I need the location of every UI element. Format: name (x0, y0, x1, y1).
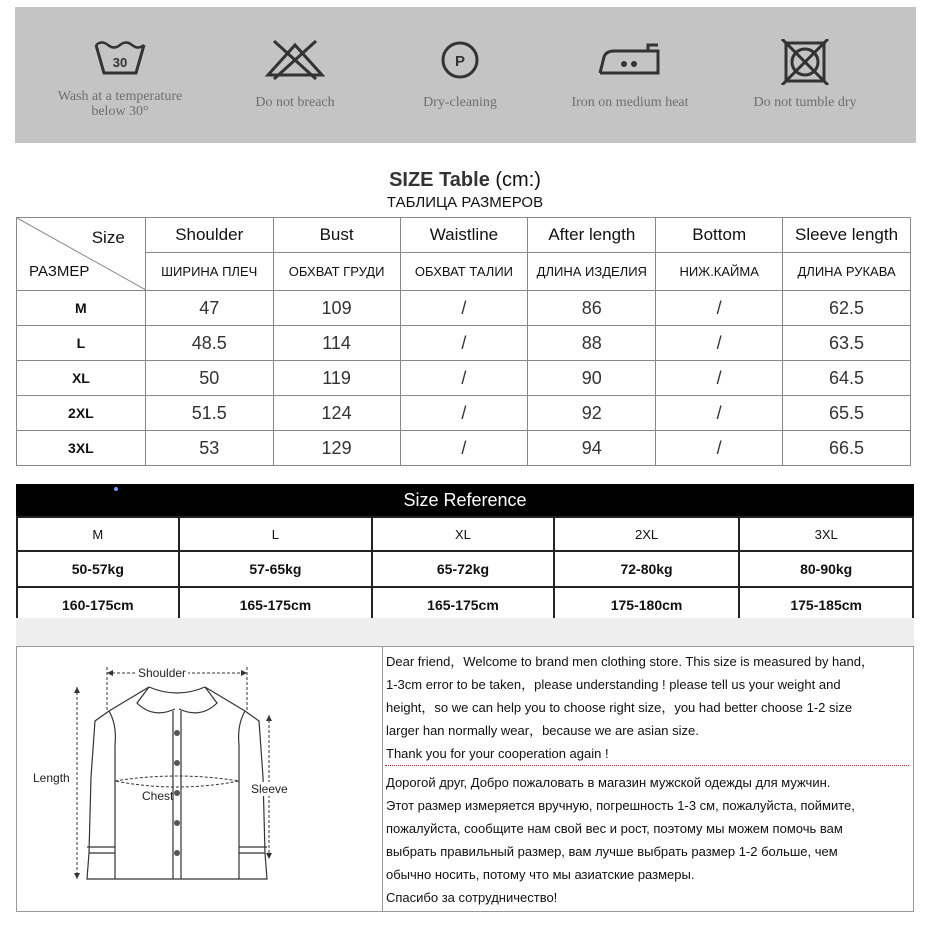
size-table-subtitle: ТАБЛИЦА РАЗМЕРОВ (386, 194, 544, 211)
ref-size: 2XL (554, 517, 740, 551)
row-size-label: L (17, 326, 146, 361)
dry-clean-icon (439, 39, 481, 81)
notice-ru-line: пожалуйста, сообщите нам свой вес и рост, поэтому мы можем помочь вам (386, 821, 843, 836)
chest-label: Chest (142, 789, 174, 803)
notice-divider (385, 765, 909, 766)
notice-ru-line: выбрать правильный размер, вам лучше выбрать размер 1-2 больше, чем (386, 844, 838, 859)
no-tumble-dry-icon (780, 39, 830, 85)
table-cell: 86 (528, 291, 656, 326)
table-cell: 129 (273, 431, 400, 466)
table-cell: 90 (528, 361, 656, 396)
size-reference-table (16, 516, 914, 624)
row-size-label: M (17, 291, 146, 326)
ref-height: 175-185cm (739, 587, 913, 623)
care-label-bleach: Do not breach (255, 95, 335, 110)
ref-weight: 72-80kg (554, 551, 740, 587)
length-label: Length (33, 771, 70, 785)
ref-height: 160-175cm (17, 587, 179, 623)
table-row (17, 326, 911, 361)
table-cell: 51.5 (145, 396, 273, 431)
ref-height: 165-175cm (179, 587, 373, 623)
info-panel (16, 646, 914, 912)
notice-text (383, 647, 913, 911)
table-row (17, 396, 911, 431)
table-cell: 88 (528, 326, 656, 361)
notice-en-line: Dear friend，Welcome to brand men clothing store. This size is measured by hand， (386, 654, 874, 669)
table-cell: / (656, 326, 783, 361)
table-cell: 47 (145, 291, 273, 326)
notice-ru-line: обычно носить, потому что мы азиатские размеры. (386, 867, 695, 882)
corner-label-razmer: РАЗМЕР (29, 263, 90, 280)
reference-footer-band (16, 618, 914, 646)
care-item-dry-clean (395, 7, 525, 143)
shirt-outline-icon (17, 647, 382, 911)
dry-clean-badge: P (454, 53, 466, 70)
row-size-label: XL (17, 361, 146, 396)
col-header-ru: ДЛИНА ИЗДЕЛИЯ (528, 253, 656, 291)
notice-ru-line: Дорогой друг, Добро пожаловать в магазин мужской одежды для мужчин. (386, 775, 831, 790)
table-row (17, 361, 911, 396)
col-header: Bust (273, 218, 400, 253)
decorative-dot (114, 487, 118, 491)
notice-en-line: 1-3cm error to be taken，please understanding ! please tell us your weight and (386, 677, 841, 692)
col-header: Waistline (400, 218, 528, 253)
table-cell: 64.5 (783, 361, 911, 396)
care-label-iron: Iron on medium heat (571, 95, 689, 110)
ref-height: 165-175cm (372, 587, 554, 623)
table-cell: / (400, 431, 528, 466)
col-header: Sleeve length (783, 218, 911, 253)
col-header: Shoulder (145, 218, 273, 253)
col-header-ru: ДЛИНА РУКАВА (783, 253, 911, 291)
table-cell: 63.5 (783, 326, 911, 361)
care-label-tumble: Do not tumble dry (753, 95, 857, 110)
col-header-ru: ШИРИНА ПЛЕЧ (145, 253, 273, 291)
col-header: After length (528, 218, 656, 253)
notice-en-line: Thank you for your cooperation again ! (386, 746, 609, 761)
care-item-wash (40, 7, 200, 143)
table-cell: / (400, 326, 528, 361)
measurement-diagram (17, 647, 383, 911)
table-cell: 94 (528, 431, 656, 466)
size-table (16, 217, 911, 466)
table-cell: / (656, 291, 783, 326)
size-table-unit: (cm:) (495, 169, 541, 191)
no-bleach-icon (260, 39, 330, 81)
size-table-title (0, 169, 930, 192)
table-cell: 114 (273, 326, 400, 361)
ref-size: XL (372, 517, 554, 551)
table-cell: 119 (273, 361, 400, 396)
size-reference-header: Size Reference (16, 484, 914, 516)
table-cell: 92 (528, 396, 656, 431)
ref-height: 175-180cm (554, 587, 740, 623)
table-cell: / (400, 396, 528, 431)
table-cell: / (400, 361, 528, 396)
table-cell: 62.5 (783, 291, 911, 326)
ref-weight: 80-90kg (739, 551, 913, 587)
table-row (17, 431, 911, 466)
col-header-ru: ОБХВАТ ТАЛИИ (400, 253, 528, 291)
table-cell: 66.5 (783, 431, 911, 466)
care-item-tumble (725, 7, 885, 143)
shoulder-label: Shoulder (138, 666, 187, 680)
table-cell: / (656, 396, 783, 431)
row-size-label: 2XL (17, 396, 146, 431)
table-cell: 109 (273, 291, 400, 326)
corner-label-size: Size (91, 228, 125, 247)
table-cell: / (656, 431, 783, 466)
ref-size: M (17, 517, 179, 551)
notice-en-line: larger han normally wear，because we are asian size. (386, 723, 699, 738)
ref-weight: 65-72kg (372, 551, 554, 587)
ref-size: L (179, 517, 373, 551)
table-cell: 65.5 (783, 396, 911, 431)
col-header-ru: ОБХВАТ ГРУДИ (273, 253, 400, 291)
ref-size: 3XL (739, 517, 913, 551)
size-table-title-text: SIZE Table (389, 169, 490, 191)
col-header: Bottom (656, 218, 783, 253)
care-instructions-panel (15, 7, 916, 143)
notice-ru-line: Этот размер измеряется вручную, погрешность 1-3 см, пожалуйста, поймите, (386, 798, 855, 813)
wash-30-icon (92, 39, 148, 79)
care-label-dry-clean: Dry-cleaning (423, 95, 497, 110)
notice-en-line: height，so we can help you to choose right size，you had better choose 1-2 size (386, 700, 853, 715)
notice-ru-line: Спасибо за сотрудничество! (386, 890, 558, 905)
iron-medium-icon (594, 39, 666, 79)
sleeve-label: Sleeve (251, 782, 288, 796)
care-item-iron (555, 7, 705, 143)
table-row (17, 291, 911, 326)
care-label-wash: Wash at a temperature below 30° (57, 89, 183, 119)
table-cell: 124 (273, 396, 400, 431)
table-row (17, 551, 913, 587)
table-cell: / (400, 291, 528, 326)
table-cell: / (656, 361, 783, 396)
wash-temp-badge: 30 (112, 55, 128, 70)
size-corner-cell (17, 218, 146, 291)
table-cell: 48.5 (145, 326, 273, 361)
table-cell: 50 (145, 361, 273, 396)
row-size-label: 3XL (17, 431, 146, 466)
table-cell: 53 (145, 431, 273, 466)
col-header-ru: НИЖ.КАЙМА (656, 253, 783, 291)
ref-weight: 57-65kg (179, 551, 373, 587)
care-item-bleach (220, 7, 370, 143)
table-row (17, 517, 913, 551)
ref-weight: 50-57kg (17, 551, 179, 587)
